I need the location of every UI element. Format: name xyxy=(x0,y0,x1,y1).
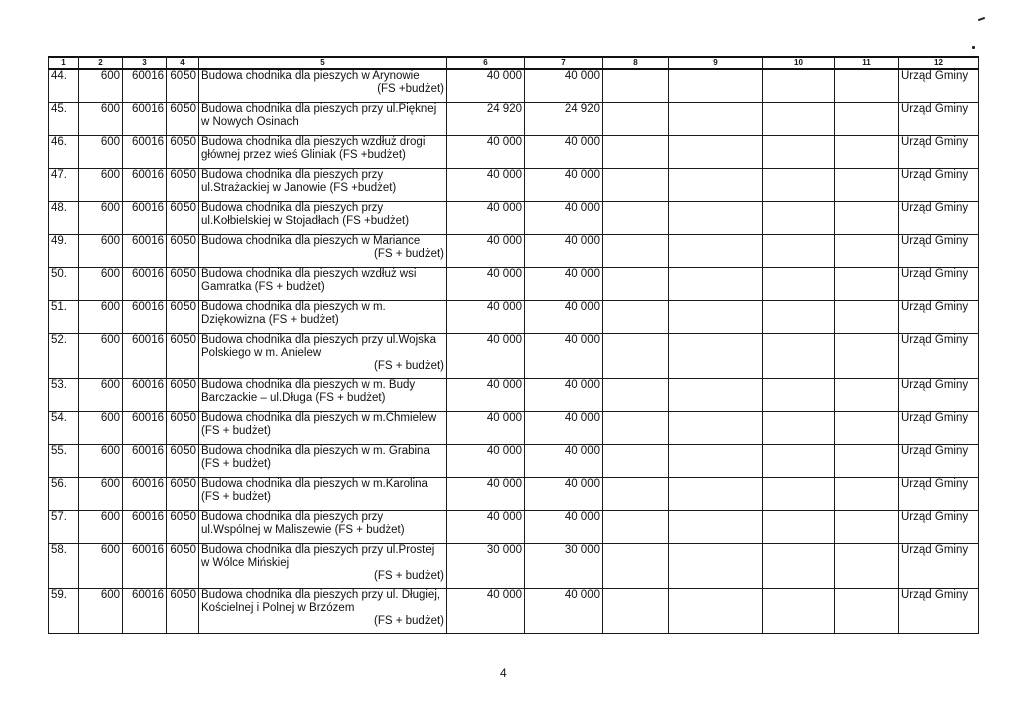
empty-cell xyxy=(835,235,899,268)
column-number-1: 1 xyxy=(49,57,79,69)
chapter-code: 60016 xyxy=(123,169,167,202)
empty-cell xyxy=(763,235,835,268)
row-number: 55. xyxy=(49,445,79,478)
empty-cell xyxy=(835,511,899,544)
column-number-12: 12 xyxy=(899,57,979,69)
table-row xyxy=(49,103,979,136)
task-description xyxy=(199,69,447,103)
row-number: 56. xyxy=(49,478,79,511)
table-row xyxy=(49,544,979,589)
section-code: 600 xyxy=(79,478,123,511)
task-description-text: Budowa chodnika dla pieszych przy ul.Pięknej w Nowych Osinach xyxy=(201,103,437,128)
empty-cell xyxy=(763,268,835,301)
chapter-code: 60016 xyxy=(123,379,167,412)
amount-budget: 40 000 xyxy=(525,478,603,511)
row-number: 45. xyxy=(49,103,79,136)
chapter-code: 60016 xyxy=(123,412,167,445)
table-row xyxy=(49,136,979,169)
chapter-code: 60016 xyxy=(123,334,167,379)
chapter-code: 60016 xyxy=(123,136,167,169)
task-description-text: Budowa chodnika dla pieszych w m. Grabina (FS + budżet) xyxy=(201,445,430,470)
column-number-9: 9 xyxy=(669,57,763,69)
funding-source-note: (FS +budżet) xyxy=(377,83,444,95)
column-number-10: 10 xyxy=(763,57,835,69)
budget-table xyxy=(48,56,979,634)
empty-cell xyxy=(669,379,763,412)
task-description xyxy=(199,445,447,478)
empty-cell xyxy=(835,268,899,301)
section-code: 600 xyxy=(79,235,123,268)
scan-mark xyxy=(972,46,975,49)
empty-cell xyxy=(603,202,669,235)
header-row xyxy=(49,57,979,69)
responsible-unit: Urząd Gminy xyxy=(899,379,979,412)
task-description xyxy=(199,412,447,445)
amount-budget: 40 000 xyxy=(525,379,603,412)
table-row xyxy=(49,379,979,412)
empty-cell xyxy=(763,445,835,478)
empty-cell xyxy=(835,334,899,379)
amount-total: 40 000 xyxy=(447,445,525,478)
responsible-unit: Urząd Gminy xyxy=(899,235,979,268)
task-description xyxy=(199,169,447,202)
empty-cell xyxy=(835,445,899,478)
task-description xyxy=(199,235,447,268)
row-number: 51. xyxy=(49,301,79,334)
row-number: 58. xyxy=(49,544,79,589)
table-row xyxy=(49,301,979,334)
amount-budget: 40 000 xyxy=(525,202,603,235)
paragraph-code: 6050 xyxy=(167,445,199,478)
empty-cell xyxy=(763,169,835,202)
amount-total: 40 000 xyxy=(447,412,525,445)
amount-total: 40 000 xyxy=(447,136,525,169)
task-description-text: Budowa chodnika dla pieszych w Arynowie xyxy=(201,70,420,82)
section-code: 600 xyxy=(79,511,123,544)
task-description-text: Budowa chodnika dla pieszych przy ul.Wspólnej w Maliszewie (FS + budżet) xyxy=(201,511,405,536)
empty-cell xyxy=(603,103,669,136)
amount-budget: 40 000 xyxy=(525,301,603,334)
column-number-header xyxy=(49,57,979,69)
amount-budget: 40 000 xyxy=(525,511,603,544)
task-description-text: Budowa chodnika dla pieszych w m.Karolina (FS + budżet) xyxy=(201,478,428,503)
chapter-code: 60016 xyxy=(123,268,167,301)
row-number: 46. xyxy=(49,136,79,169)
table-row xyxy=(49,202,979,235)
empty-cell xyxy=(603,268,669,301)
empty-cell xyxy=(669,478,763,511)
empty-cell xyxy=(835,202,899,235)
empty-cell xyxy=(835,301,899,334)
paragraph-code: 6050 xyxy=(167,334,199,379)
table-row xyxy=(49,334,979,379)
empty-cell xyxy=(763,478,835,511)
table-row xyxy=(49,169,979,202)
task-description xyxy=(199,544,447,589)
empty-cell xyxy=(835,69,899,103)
empty-cell xyxy=(763,379,835,412)
amount-total: 24 920 xyxy=(447,103,525,136)
row-number: 48. xyxy=(49,202,79,235)
empty-cell xyxy=(669,589,763,634)
empty-cell xyxy=(835,589,899,634)
table-row xyxy=(49,235,979,268)
table-row xyxy=(49,511,979,544)
empty-cell xyxy=(669,136,763,169)
funding-source-note: (FS + budżet) xyxy=(374,570,444,582)
row-number: 59. xyxy=(49,589,79,634)
section-code: 600 xyxy=(79,301,123,334)
scan-mark xyxy=(978,17,985,21)
empty-cell xyxy=(603,511,669,544)
task-description-text: Budowa chodnika dla pieszych wzdłuż drogi głównej przez wieś Gliniak (FS +budżet) xyxy=(201,136,426,161)
task-description-text: Budowa chodnika dla pieszych przy ul.Kołbielskiej w Stojadłach (FS +budżet) xyxy=(201,202,410,227)
task-description xyxy=(199,268,447,301)
paragraph-code: 6050 xyxy=(167,235,199,268)
empty-cell xyxy=(763,202,835,235)
paragraph-code: 6050 xyxy=(167,478,199,511)
row-number: 49. xyxy=(49,235,79,268)
chapter-code: 60016 xyxy=(123,69,167,103)
section-code: 600 xyxy=(79,445,123,478)
empty-cell xyxy=(603,235,669,268)
empty-cell xyxy=(603,544,669,589)
empty-cell xyxy=(669,103,763,136)
amount-budget: 40 000 xyxy=(525,268,603,301)
row-number: 47. xyxy=(49,169,79,202)
task-description-text: Budowa chodnika dla pieszych przy ul.Prostej w Wólce Mińskiej xyxy=(201,544,435,569)
amount-budget: 24 920 xyxy=(525,103,603,136)
empty-cell xyxy=(835,136,899,169)
amount-total: 40 000 xyxy=(447,69,525,103)
paragraph-code: 6050 xyxy=(167,202,199,235)
responsible-unit: Urząd Gminy xyxy=(899,268,979,301)
empty-cell xyxy=(603,445,669,478)
empty-cell xyxy=(835,412,899,445)
amount-total: 40 000 xyxy=(447,334,525,379)
chapter-code: 60016 xyxy=(123,511,167,544)
amount-total: 30 000 xyxy=(447,544,525,589)
amount-budget: 40 000 xyxy=(525,69,603,103)
paragraph-code: 6050 xyxy=(167,301,199,334)
task-description xyxy=(199,334,447,379)
responsible-unit: Urząd Gminy xyxy=(899,412,979,445)
empty-cell xyxy=(763,334,835,379)
task-description-text: Budowa chodnika dla pieszych w Mariance xyxy=(201,235,421,247)
paragraph-code: 6050 xyxy=(167,589,199,634)
empty-cell xyxy=(763,589,835,634)
empty-cell xyxy=(763,136,835,169)
empty-cell xyxy=(669,69,763,103)
amount-budget: 40 000 xyxy=(525,169,603,202)
chapter-code: 60016 xyxy=(123,544,167,589)
section-code: 600 xyxy=(79,544,123,589)
task-description xyxy=(199,301,447,334)
chapter-code: 60016 xyxy=(123,103,167,136)
task-description-text: Budowa chodnika dla pieszych w m.Chmielew (FS + budżet) xyxy=(201,412,437,437)
task-description xyxy=(199,379,447,412)
amount-total: 40 000 xyxy=(447,202,525,235)
task-description-text: Budowa chodnika dla pieszych wzdłuż wsi Gamratka (FS + budżet) xyxy=(201,268,417,293)
empty-cell xyxy=(669,334,763,379)
responsible-unit: Urząd Gminy xyxy=(899,445,979,478)
responsible-unit: Urząd Gminy xyxy=(899,511,979,544)
paragraph-code: 6050 xyxy=(167,379,199,412)
section-code: 600 xyxy=(79,412,123,445)
empty-cell xyxy=(669,412,763,445)
empty-cell xyxy=(669,544,763,589)
empty-cell xyxy=(669,511,763,544)
chapter-code: 60016 xyxy=(123,235,167,268)
amount-total: 40 000 xyxy=(447,268,525,301)
responsible-unit: Urząd Gminy xyxy=(899,202,979,235)
task-description xyxy=(199,103,447,136)
empty-cell xyxy=(835,169,899,202)
empty-cell xyxy=(835,478,899,511)
empty-cell xyxy=(763,301,835,334)
responsible-unit: Urząd Gminy xyxy=(899,169,979,202)
amount-budget: 40 000 xyxy=(525,136,603,169)
section-code: 600 xyxy=(79,202,123,235)
amount-total: 40 000 xyxy=(447,511,525,544)
column-number-5: 5 xyxy=(199,57,447,69)
task-description-text: Budowa chodnika dla pieszych w m. Budy Barczackie – ul.Długa (FS + budżet) xyxy=(201,379,416,404)
task-description xyxy=(199,136,447,169)
task-description xyxy=(199,202,447,235)
paragraph-code: 6050 xyxy=(167,544,199,589)
empty-cell xyxy=(669,445,763,478)
paragraph-code: 6050 xyxy=(167,136,199,169)
row-number: 52. xyxy=(49,334,79,379)
chapter-code: 60016 xyxy=(123,589,167,634)
empty-cell xyxy=(603,69,669,103)
table-row xyxy=(49,445,979,478)
paragraph-code: 6050 xyxy=(167,103,199,136)
section-code: 600 xyxy=(79,334,123,379)
section-code: 600 xyxy=(79,169,123,202)
task-description xyxy=(199,511,447,544)
row-number: 57. xyxy=(49,511,79,544)
empty-cell xyxy=(603,136,669,169)
empty-cell xyxy=(669,235,763,268)
responsible-unit: Urząd Gminy xyxy=(899,478,979,511)
empty-cell xyxy=(835,103,899,136)
section-code: 600 xyxy=(79,136,123,169)
amount-total: 40 000 xyxy=(447,169,525,202)
section-code: 600 xyxy=(79,379,123,412)
column-number-3: 3 xyxy=(123,57,167,69)
column-number-2: 2 xyxy=(79,57,123,69)
amount-budget: 40 000 xyxy=(525,589,603,634)
amount-total: 40 000 xyxy=(447,301,525,334)
paragraph-code: 6050 xyxy=(167,169,199,202)
empty-cell xyxy=(763,511,835,544)
task-description-text: Budowa chodnika dla pieszych przy ul.Strażackiej w Janowie (FS +budżet) xyxy=(201,169,397,194)
empty-cell xyxy=(603,334,669,379)
row-number: 53. xyxy=(49,379,79,412)
empty-cell xyxy=(763,412,835,445)
chapter-code: 60016 xyxy=(123,478,167,511)
task-description-text: Budowa chodnika dla pieszych w m. Dziękowizna (FS + budżet) xyxy=(201,301,386,326)
row-number: 44. xyxy=(49,69,79,103)
empty-cell xyxy=(603,412,669,445)
funding-source-note: (FS + budżet) xyxy=(374,615,444,627)
paragraph-code: 6050 xyxy=(167,412,199,445)
empty-cell xyxy=(669,301,763,334)
responsible-unit: Urząd Gminy xyxy=(899,589,979,634)
column-number-4: 4 xyxy=(167,57,199,69)
chapter-code: 60016 xyxy=(123,301,167,334)
responsible-unit: Urząd Gminy xyxy=(899,103,979,136)
responsible-unit: Urząd Gminy xyxy=(899,544,979,589)
empty-cell xyxy=(669,169,763,202)
empty-cell xyxy=(603,589,669,634)
column-number-6: 6 xyxy=(447,57,525,69)
empty-cell xyxy=(603,169,669,202)
paragraph-code: 6050 xyxy=(167,69,199,103)
responsible-unit: Urząd Gminy xyxy=(899,301,979,334)
column-number-11: 11 xyxy=(835,57,899,69)
amount-budget: 40 000 xyxy=(525,334,603,379)
table-row xyxy=(49,478,979,511)
chapter-code: 60016 xyxy=(123,445,167,478)
empty-cell xyxy=(603,379,669,412)
table-row xyxy=(49,268,979,301)
amount-total: 40 000 xyxy=(447,478,525,511)
amount-total: 40 000 xyxy=(447,235,525,268)
task-description-text: Budowa chodnika dla pieszych przy ul.Wojska Polskiego w m. Anielew xyxy=(201,334,437,359)
row-number: 54. xyxy=(49,412,79,445)
empty-cell xyxy=(835,379,899,412)
amount-total: 40 000 xyxy=(447,589,525,634)
empty-cell xyxy=(835,544,899,589)
empty-cell xyxy=(763,544,835,589)
table-body xyxy=(49,69,979,634)
section-code: 600 xyxy=(79,589,123,634)
amount-budget: 40 000 xyxy=(525,445,603,478)
responsible-unit: Urząd Gminy xyxy=(899,334,979,379)
table-row xyxy=(49,69,979,103)
table-row xyxy=(49,589,979,634)
amount-total: 40 000 xyxy=(447,379,525,412)
page-number: 4 xyxy=(500,666,507,680)
empty-cell xyxy=(763,69,835,103)
responsible-unit: Urząd Gminy xyxy=(899,136,979,169)
empty-cell xyxy=(603,301,669,334)
paragraph-code: 6050 xyxy=(167,511,199,544)
empty-cell xyxy=(669,202,763,235)
section-code: 600 xyxy=(79,268,123,301)
amount-budget: 40 000 xyxy=(525,412,603,445)
column-number-8: 8 xyxy=(603,57,669,69)
table-row xyxy=(49,412,979,445)
row-number: 50. xyxy=(49,268,79,301)
empty-cell xyxy=(763,103,835,136)
column-number-7: 7 xyxy=(525,57,603,69)
amount-budget: 40 000 xyxy=(525,235,603,268)
chapter-code: 60016 xyxy=(123,202,167,235)
empty-cell xyxy=(669,268,763,301)
amount-budget: 30 000 xyxy=(525,544,603,589)
funding-source-note: (FS + budżet) xyxy=(374,248,444,260)
section-code: 600 xyxy=(79,69,123,103)
paragraph-code: 6050 xyxy=(167,268,199,301)
empty-cell xyxy=(603,478,669,511)
responsible-unit: Urząd Gminy xyxy=(899,69,979,103)
task-description xyxy=(199,478,447,511)
funding-source-note: (FS + budżet) xyxy=(374,360,444,372)
task-description-text: Budowa chodnika dla pieszych przy ul. Długiej, Kościelnej i Polnej w Brzózem xyxy=(201,589,441,614)
task-description xyxy=(199,589,447,634)
section-code: 600 xyxy=(79,103,123,136)
